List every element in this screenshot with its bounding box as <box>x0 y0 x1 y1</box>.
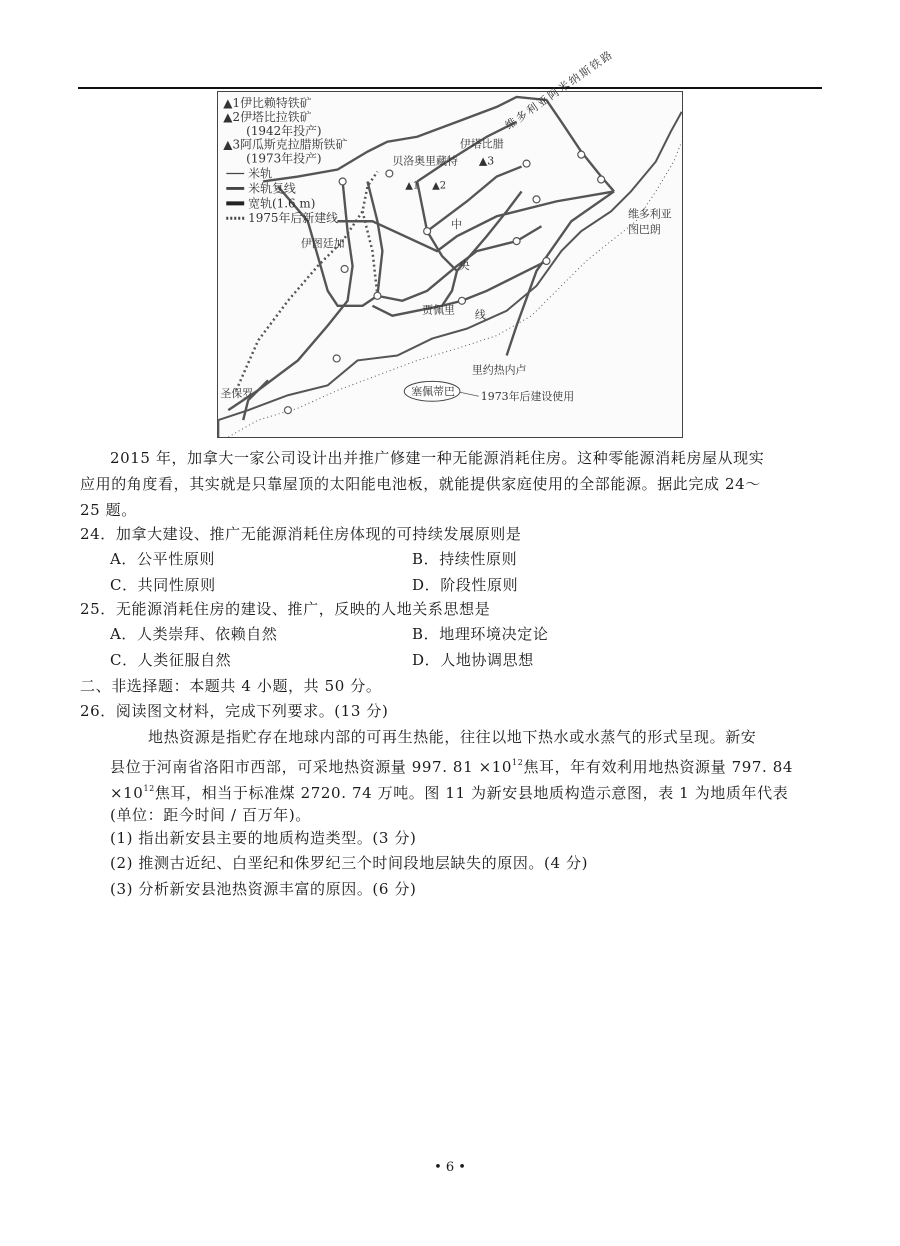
label-built-after-1973: 1973年后建设使用 <box>480 390 575 404</box>
intro-line: 2015 年，加拿大一家公司设计出并推广修建一种无能源消耗住房。这种零能源消耗房屋从现实 <box>110 449 765 467</box>
q24-option-c: C．共同性原则 <box>110 576 216 594</box>
q24-option-b: B．持续性原则 <box>412 550 518 568</box>
label-belo-horizonte: 贝洛奥里藏特 <box>392 154 458 168</box>
q26-para-line: 地热资源是指贮存在地球内部的可再生热能，往往以地下热水或水蒸气的形式呈现。新安 <box>148 728 757 746</box>
label-rio: 里约热内卢 <box>471 363 527 377</box>
label-japeri: 贾佩里 <box>422 303 455 317</box>
q25-option-b: B．地理环境决定论 <box>412 625 549 643</box>
q26-para-line: (单位：距今时间 / 百万年)。 <box>110 806 311 824</box>
label-vitoria-minas-railway: 维多利亚阿米纳斯铁路 <box>502 47 617 133</box>
label-central-2: 央 <box>458 258 470 272</box>
text: 县位于河南省洛阳市西部，可采地热资源量 997. 81 ×10 <box>110 758 513 776</box>
label-marker-2: ▲2 <box>432 180 447 192</box>
q26-stem: 26．阅读图文材料，完成下列要求。(13 分) <box>80 702 389 720</box>
q25-stem: 25．无能源消耗住房的建设、推广，反映的人地关系思想是 <box>80 600 491 618</box>
q26-para-line <box>110 753 793 777</box>
legend-item: (1942年投产) <box>246 123 322 138</box>
label-central-3: 线 <box>474 308 486 322</box>
text: 焦耳，相当于标准煤 2720. 74 万吨。图 11 为新安县地质构造示意图，表 1 为地质年代表 <box>154 784 789 802</box>
legend-item: ▲3阿瓜斯克拉腊斯铁矿 <box>223 137 348 152</box>
section-heading: 二、非选择题：本题共 4 小题，共 50 分。 <box>80 677 382 695</box>
intro-line: 应用的角度看，其实就是只靠屋顶的太阳能电池板，就能提供家庭使用的全部能源。据此完成 24～ <box>80 475 761 493</box>
railway-map-figure <box>217 47 683 438</box>
q26-sub-2: (2) 推测古近纪、白垩纪和侏罗纪三个时间段地层缺失的原因。(4 分) <box>110 854 589 872</box>
q25-option-c: C．人类征服自然 <box>110 651 232 669</box>
legend-item-double-track: 米轨复线 <box>248 181 296 196</box>
map-legend <box>223 96 347 225</box>
exponent: 12 <box>143 784 155 793</box>
q25-option-d: D．人地协调思想 <box>412 651 534 669</box>
label-central-1: 中 <box>450 218 462 232</box>
exponent: 12 <box>512 758 524 767</box>
label-itabira: 伊塔比腊 <box>459 137 504 151</box>
label-marker-3: ▲3 <box>478 154 495 168</box>
text: ×10 <box>110 784 144 802</box>
page-number: • 6 • <box>434 1160 466 1175</box>
legend-item-new-line: 1975年后新建线 <box>248 211 339 226</box>
label-sepetiba: 塞佩蒂巴 <box>411 385 455 399</box>
legend-item: ▲1伊比赖特铁矿 <box>223 95 312 110</box>
q25-option-a: A．人类崇拜、依赖自然 <box>110 625 278 643</box>
q24-option-a: A．公平性原则 <box>110 550 216 568</box>
q26-para-line <box>110 779 788 803</box>
label-tubarao: 图巴朗 <box>627 223 661 237</box>
q24-option-d: D．阶段性原则 <box>412 576 519 594</box>
q24-stem: 24．加拿大建设、推广无能源消耗住房体现的可持续发展原则是 <box>80 525 522 543</box>
new-line-after-1975 <box>363 211 378 296</box>
legend-item-meter-gauge: 米轨 <box>248 166 273 181</box>
railway-map <box>218 47 682 437</box>
q26-sub-3: (3) 分析新安县池热资源丰富的原因。(6 分) <box>110 880 417 898</box>
label-itutinga: 伊图廷加 <box>300 237 345 251</box>
q26-sub-1: (1) 指出新安县主要的地质构造类型。(3 分) <box>110 829 417 847</box>
legend-item-broad-gauge: 宽轨(1.6 m) <box>248 196 316 211</box>
label-sao-paulo: 圣保罗 <box>220 387 254 401</box>
text: 焦耳，年有效利用地热资源量 797. 84 <box>523 758 794 776</box>
legend-item: ▲2伊塔比拉铁矿 <box>223 109 312 124</box>
header-rule <box>78 87 822 89</box>
legend-item: (1973年投产) <box>246 151 322 166</box>
intro-line: 25 题。 <box>80 501 137 519</box>
label-marker-1: ▲1 <box>405 180 420 192</box>
label-vitoria: 维多利亚 <box>627 207 672 221</box>
